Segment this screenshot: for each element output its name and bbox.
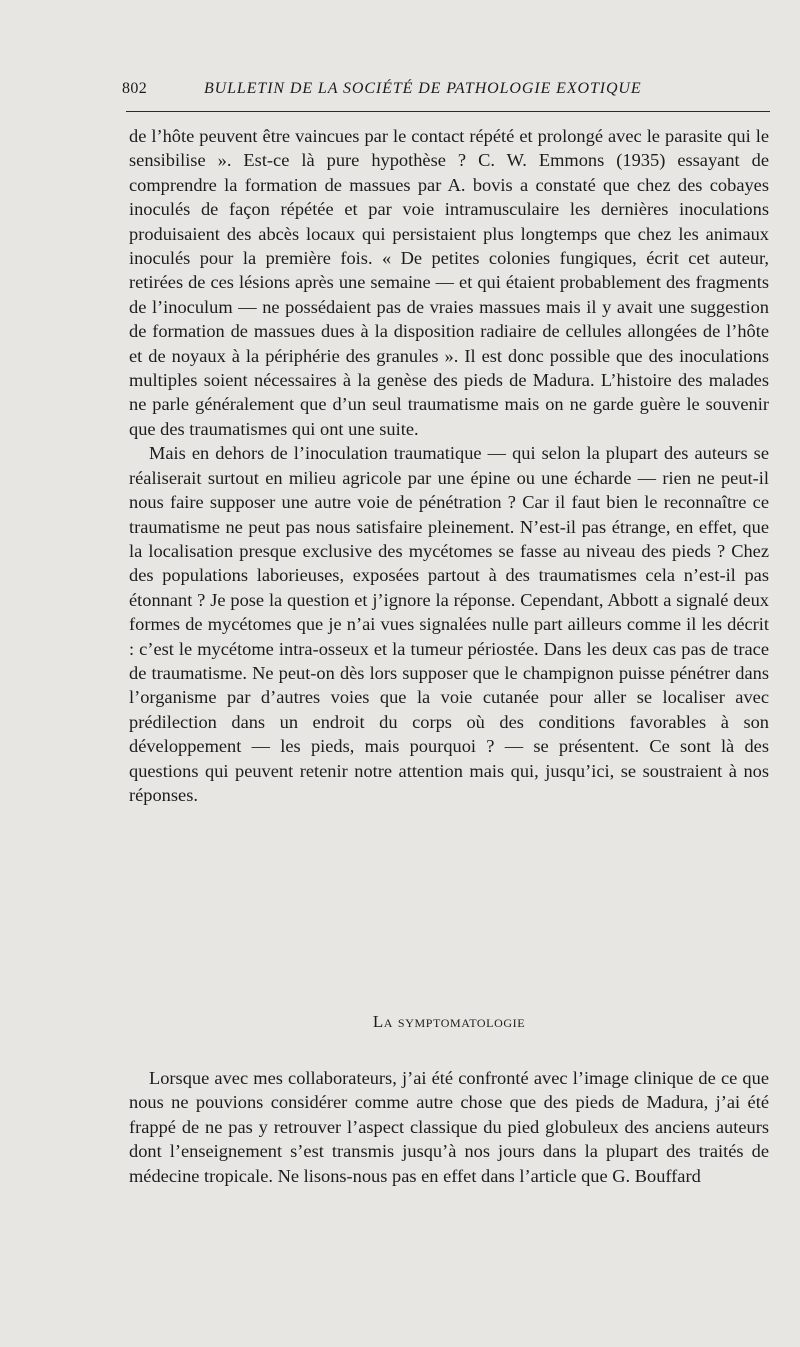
page-number: 802 [122, 80, 148, 97]
paragraph-1: de l’hôte peuvent être vaincues par le contact répété et prolongé avec le parasite qui le sensibilise ». Est-ce là pure hypothèse ? C. W. Emmons (1935) essayant de comprendre la formation de massues par A. bovis a constaté que chez des cobayes inoculés de façon répétée et par voie intramusculaire les dernières inoculations produisaient des abcès locaux qui persistaient plus longtemps que chez les animaux inoculés pour la première fois. « De petites colonies fungiques, écrit cet auteur, retirées de ces lésions après une semaine — et qui étaient probablement des fragments de l’inoculum — ne possédaient pas de vraies massues mais il y avait une suggestion de formation de massues dues à la disposition radiaire de cellules allongées de l’hôte et de noyaux à la périphérie des granules ». Il est donc possible que des inoculations multiples soient nécessaires à la genèse des pieds de Madura. L’histoire des malades ne parle généralement que d’un seul traumatisme mais on ne garde guère le souvenir que des traumatismes qui ont une suite. [129, 126, 769, 439]
paragraph-2: Mais en dehors de l’inoculation traumatique — qui selon la plupart des auteurs se réaliserait surtout en milieu agricole par une épine ou une écharde — rien ne peut-il nous faire supposer une autre voie de pénétration ? Car il faut bien le reconnaître ce traumatisme ne peut pas nous satisfaire pleinement. N’est-il pas étrange, en effet, que la localisation presque exclusive des mycétomes se fasse au niveau des pieds ? Chez des populations laborieuses, exposées partout à des traumatismes cela n’est-il pas étonnant ? Je pose la question et j’ignore la réponse. Cependant, Abbott a signalé deux formes de mycétomes que je n’ai vues signalées nulle part ailleurs comme il les décrit : c’est le mycétome intra-osseux et la tumeur périostée. Dans les deux cas pas de trace de traumatisme. Ne peut-on dès lors supposer que le champignon puisse pénétrer dans l’organisme par d’autres voies que la voie cutanée pour aller se localiser avec prédilection dans un endroit du corps où des conditions favorables à son développement — les pieds, mais pourquoi ? — se présentent. Ce sont là des questions qui peuvent retenir notre attention mais qui, jusqu’ici, se soustraient à nos réponses. [129, 443, 769, 805]
body-text-section [129, 1066, 769, 1188]
section-heading: La symptomatologie [372, 1012, 526, 1031]
body-text [129, 124, 769, 807]
header-rule [126, 111, 770, 112]
journal-title: BULLETIN DE LA SOCIÉTÉ DE PATHOLOGIE EXOTIQUE [204, 80, 642, 97]
running-head [122, 80, 770, 104]
paragraph-3: Lorsque avec mes collaborateurs, j’ai été confronté avec l’image clinique de ce que nous ne pouvions considérer comme autre chose que des pieds de Madura, j’ai été frappé de ne pas y retrouver l’aspect classique du pied globuleux des anciens auteurs dont l’enseignement s’est transmis jusqu’à nos jours dans la plupart des traités de médecine tropicale. Ne lisons-nous pas en effet dans l’article que G. Bouffard [129, 1068, 769, 1186]
